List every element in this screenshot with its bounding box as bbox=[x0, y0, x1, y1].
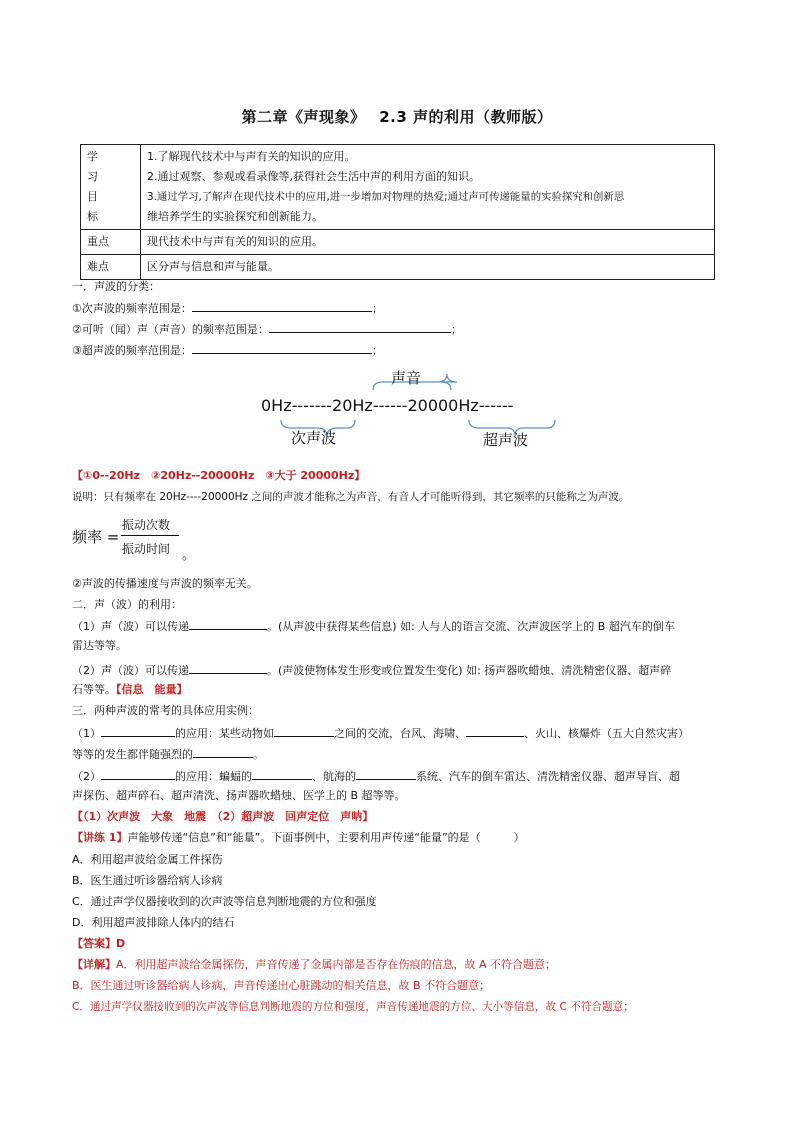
line-text: 。(从声波中获得某些信息) 如: 人与人的语言交流、次声波医学上的 B 超汽车的倒车 bbox=[267, 620, 675, 633]
answer-value: D bbox=[116, 937, 126, 950]
objective-line: 3.通过学习,了解声在现代技术中的应用,进一步增加对物理的热爱;通过声可传递能量的实验探究和创新思 bbox=[147, 191, 625, 203]
answer-blank[interactable] bbox=[193, 745, 253, 758]
table-row bbox=[81, 230, 715, 255]
infrasound-application-cont bbox=[72, 745, 264, 763]
sound-label: 声音 bbox=[391, 369, 422, 387]
answer-section1: 【①0--20Hz ②20Hz--20000Hz ③大于 20000Hz】 bbox=[72, 469, 366, 482]
question-text: ②可听（闻）声（声音）的频率范围是： bbox=[72, 323, 269, 336]
note-speed: ②声波的传播速度与声波的频率无关。 bbox=[72, 577, 258, 590]
line-text: 石等等。 bbox=[72, 683, 116, 696]
use-information-line bbox=[72, 617, 675, 635]
formula-tail: 。 bbox=[182, 548, 196, 563]
question-end: ； bbox=[450, 323, 462, 336]
label-cell-objectives bbox=[81, 145, 141, 230]
objective-line: 2.通过观察、参观或看录像等,获得社会生活中声的利用方面的知识。 bbox=[147, 170, 480, 183]
exercise-answer bbox=[72, 936, 125, 952]
line-text: 、航海的 bbox=[312, 770, 356, 783]
label-line: 标 bbox=[87, 210, 98, 223]
option-a[interactable]: A．利用超声波给金属工件探伤 bbox=[72, 853, 223, 866]
answer-blank[interactable] bbox=[192, 299, 372, 312]
page-title: 第二章《声现象》 2.3 声的利用（教师版） bbox=[241, 108, 553, 126]
question-text: ③超声波的频率范围是： bbox=[72, 344, 192, 357]
table-row bbox=[81, 255, 715, 280]
ultrasound-application-cont: 声探伤、超声碎石、超声清洗、扬声器吹蜡烛、医学上的 B 超等等。 bbox=[72, 789, 406, 802]
answer-blank[interactable] bbox=[101, 724, 175, 737]
answer-blank[interactable] bbox=[269, 320, 451, 333]
answer-blank[interactable] bbox=[466, 724, 524, 737]
line-text: 。(声波使物体发生形变或位置发生变化) 如: 扬声器吹蜡烛、清洗精密仪器、超声碎 bbox=[267, 664, 672, 677]
exercise-tag: 【讲练 1】 bbox=[72, 831, 128, 844]
table-row bbox=[81, 145, 715, 230]
label-line: 习 bbox=[87, 170, 98, 183]
label-line: 学 bbox=[87, 150, 98, 163]
detail-b: B．医生通过听诊器给病人诊病，声音传递出心脏跳动的相关信息，故 B 不符合题意； bbox=[72, 979, 491, 992]
line-text: （2）声（波）可以传递 bbox=[72, 664, 189, 677]
label-line: 目 bbox=[87, 190, 98, 203]
answer-blank[interactable] bbox=[189, 661, 267, 674]
line-text: （2） bbox=[72, 770, 101, 783]
note-frequency: 说明：只有频率在 20Hz----20000Hz 之间的声波才能称之为声音，有音人才可能听得到，其它频率的只能称之为声波。 bbox=[72, 491, 630, 503]
detail-text: A．利用超声波给金属探伤，声音传递了金属内部是否存在伤痕的信息，故 A 不符合题意； bbox=[116, 958, 557, 971]
answer-blank[interactable] bbox=[252, 767, 312, 780]
content-cell-key: 现代技术中与声有关的知识的应用。 bbox=[141, 230, 715, 255]
label-cell-key: 重点 bbox=[81, 230, 141, 255]
question-end: ； bbox=[371, 344, 383, 357]
question-audible bbox=[72, 320, 462, 338]
objective-line: 1.了解现代技术中与声有关的知识的应用。 bbox=[147, 150, 356, 163]
fraction-bar bbox=[121, 535, 179, 536]
answer-section3: 【（1）次声波 大象 地震 （2）超声波 回声定位 声呐】 bbox=[72, 810, 374, 823]
exercise-question bbox=[72, 830, 525, 846]
section3-heading: 三．两种声波的常考的具体应用实例： bbox=[72, 704, 259, 717]
answer-blank[interactable] bbox=[101, 767, 175, 780]
option-d[interactable]: D．利用超声波排除人体内的结石 bbox=[72, 916, 235, 929]
ultrasound-application-line bbox=[72, 767, 680, 785]
detail-c: C．通过声学仪器接收到的次声波等信息判断地震的方位和强度，声音传递地震的方位、大小等信息，故 C 不符合题意； bbox=[72, 1001, 634, 1013]
frequency-formula bbox=[72, 512, 232, 564]
answer-section2: 【信息 能量】 bbox=[116, 683, 188, 696]
line-text: 等等的发生都伴随强烈的 bbox=[72, 748, 193, 761]
formula-denominator: 振动时间 bbox=[122, 542, 171, 556]
question-text: 声能够传递“信息”和“能量”。下面事例中，主要利用声传递“能量”的是（ ） bbox=[127, 831, 525, 844]
frequency-line: 0Hz-------20Hz------20000Hz------ bbox=[261, 396, 514, 415]
content-cell-objectives bbox=[141, 145, 715, 230]
question-end: ； bbox=[371, 302, 383, 315]
answer-tag: 【答案】 bbox=[72, 937, 116, 950]
detail-tag: 【详解】 bbox=[72, 958, 116, 971]
answer-blank[interactable] bbox=[356, 767, 416, 780]
question-ultrasound bbox=[72, 341, 383, 359]
line-text: 之间的交流，台风、海啸、 bbox=[334, 727, 466, 740]
ultrasound-label: 超声波 bbox=[483, 431, 529, 449]
section2-heading: 二．声（波）的利用： bbox=[72, 598, 182, 611]
use-energy-cont bbox=[72, 682, 188, 698]
line-text: 、火山、核爆炸（五大自然灾害） bbox=[524, 727, 689, 740]
content-cell-difficulty: 区分声与信息和声与能量。 bbox=[141, 255, 715, 280]
answer-blank[interactable] bbox=[192, 341, 372, 354]
detail-a bbox=[72, 957, 556, 973]
infrasound-label: 次声波 bbox=[291, 429, 337, 447]
option-b[interactable]: B．医生通过听诊器给病人诊病 bbox=[72, 874, 223, 887]
option-c[interactable]: C．通过声学仪器接收到的次声波等信息判断地震的方位和强度 bbox=[72, 895, 377, 908]
line-text: 。 bbox=[253, 748, 264, 761]
line-text: （1）声（波）可以传递 bbox=[72, 620, 189, 633]
label-cell-difficulty: 难点 bbox=[81, 255, 141, 280]
line-text: 系统、汽车的倒车雷达、清洗精密仪器、超声导盲、超 bbox=[416, 770, 680, 783]
section1-heading: 一．声波的分类： bbox=[72, 280, 160, 293]
use-energy-line bbox=[72, 661, 671, 679]
frequency-diagram bbox=[255, 360, 565, 460]
question-text: ①次声波的频率范围是： bbox=[72, 302, 192, 315]
infrasound-application-line bbox=[72, 724, 689, 742]
objective-line: 维培养学生的实验探究和创新能力。 bbox=[147, 210, 323, 223]
line-text: 的应用：蝙蝠的 bbox=[175, 770, 252, 783]
formula-lhs: 频率 = bbox=[72, 528, 120, 546]
objectives-table bbox=[80, 144, 715, 280]
use-information-cont: 雷达等等。 bbox=[72, 639, 127, 652]
question-infrasound bbox=[72, 299, 383, 317]
answer-blank[interactable] bbox=[274, 724, 334, 737]
line-text: 的应用：某些动物如 bbox=[175, 727, 274, 740]
formula-numerator: 振动次数 bbox=[122, 518, 171, 532]
line-text: （1） bbox=[72, 727, 101, 740]
answer-blank[interactable] bbox=[189, 617, 267, 630]
